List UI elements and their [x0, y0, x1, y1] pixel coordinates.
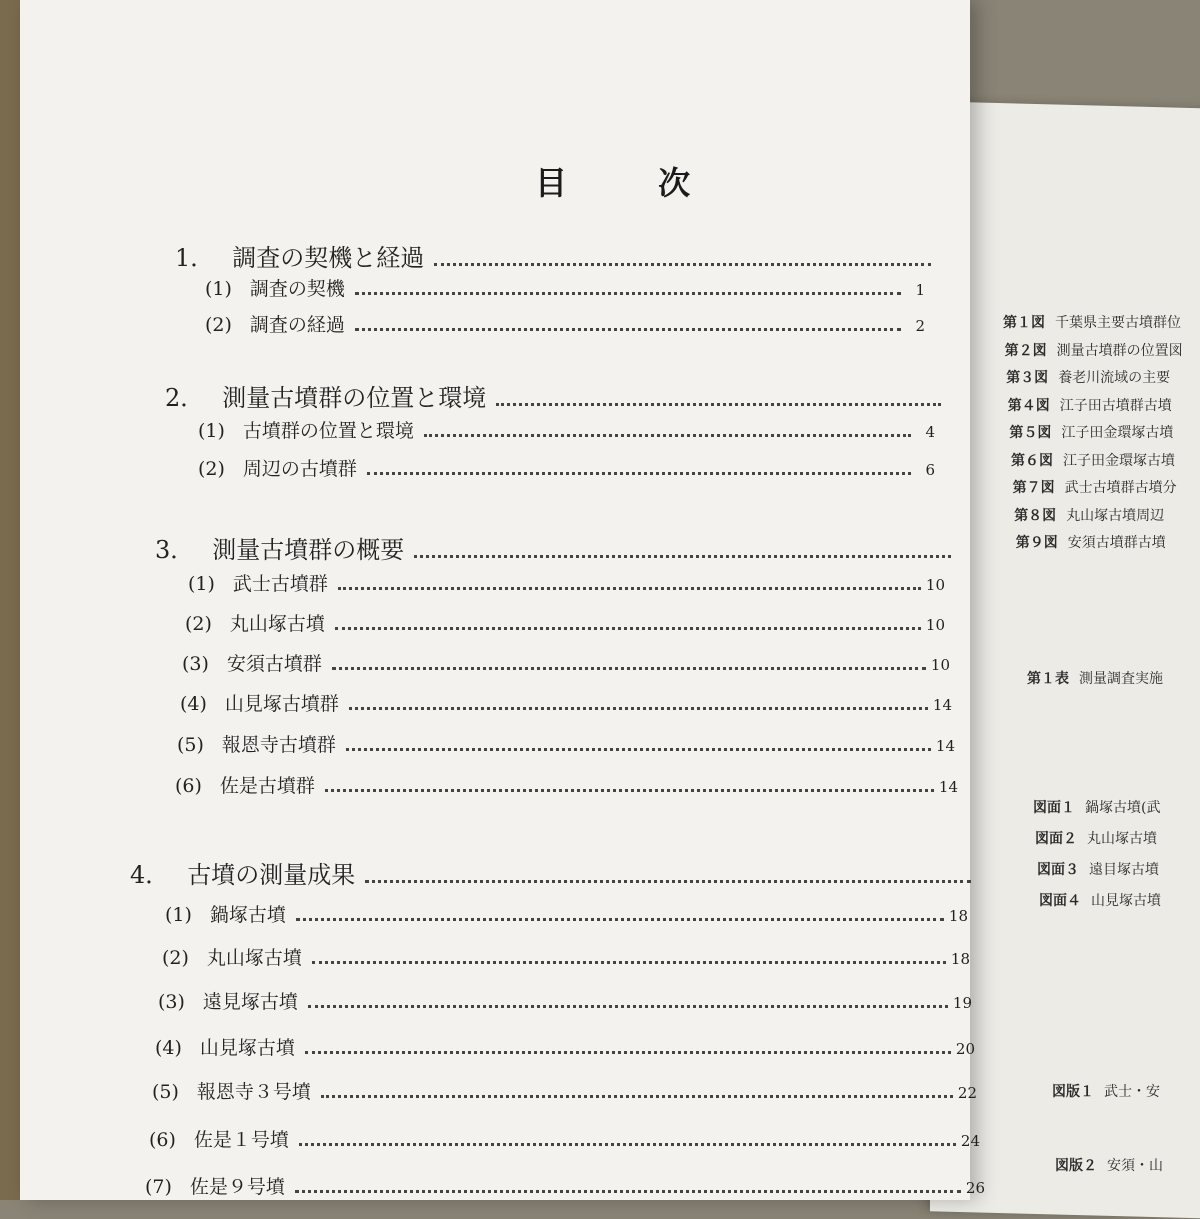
item-label: 第１図 — [1003, 315, 1045, 331]
item-label: 図面３ — [1037, 862, 1079, 878]
section-title: 調査の契機と経過 — [232, 244, 425, 272]
section-number: 1． — [175, 244, 215, 272]
page-number: 1 — [915, 281, 925, 299]
page-number: 26 — [965, 1179, 985, 1197]
left-page — [20, 0, 970, 1200]
item-label: 第８図 — [1014, 507, 1057, 524]
item-number: (2) — [198, 458, 225, 480]
toc-item — [162, 943, 970, 970]
leader-dots — [321, 1095, 953, 1098]
leader-dots — [496, 403, 941, 406]
right-list-item — [1037, 859, 1159, 879]
item-number: (3) — [182, 653, 209, 675]
page-number: 2 — [915, 317, 925, 335]
toc-section — [165, 378, 945, 413]
section-number: 2． — [165, 384, 205, 412]
item-title: 佐是古墳群 — [219, 775, 315, 797]
leader-dots — [296, 918, 944, 921]
item-label: 第５図 — [1009, 425, 1052, 441]
toc-item — [149, 1125, 980, 1152]
leader-dots — [335, 627, 921, 630]
toc-section — [130, 855, 975, 890]
item-number: (4) — [180, 693, 207, 715]
item-number: (5) — [152, 1081, 179, 1103]
right-list-item — [1009, 422, 1173, 442]
right-list-item — [1003, 312, 1181, 332]
leader-dots — [424, 434, 911, 437]
item-label: 図面４ — [1039, 893, 1081, 909]
leader-dots — [295, 1190, 961, 1193]
leader-dots — [349, 707, 928, 710]
leader-dots — [305, 1051, 951, 1054]
page-number: 4 — [925, 423, 935, 441]
toc-section — [175, 238, 935, 273]
item-number: (2) — [162, 947, 189, 969]
item-title: 武士古墳群 — [232, 573, 328, 595]
right-list-item — [1039, 890, 1161, 910]
item-label: 第２図 — [1004, 342, 1047, 359]
item-number: (6) — [149, 1129, 176, 1151]
page-number: 20 — [955, 1040, 975, 1058]
item-text: 武士古墳群古墳分 — [1064, 480, 1177, 496]
item-label: 図面１ — [1033, 800, 1075, 816]
right-list-item — [1013, 477, 1177, 497]
toc-item — [175, 771, 958, 798]
toc-item — [145, 1172, 985, 1199]
item-number: (1) — [165, 904, 192, 926]
page-number: 24 — [960, 1132, 980, 1150]
right-list-item — [1005, 340, 1183, 360]
item-number: (2) — [185, 613, 212, 635]
toc-title: 目 次 — [535, 164, 731, 202]
toc-item — [180, 689, 952, 716]
item-title: 安須古墳群 — [226, 653, 322, 675]
item-title: 調査の経過 — [249, 314, 345, 336]
toc-item — [205, 274, 925, 301]
section-title: 古墳の測量成果 — [187, 861, 356, 889]
toc-item — [152, 1077, 977, 1104]
leader-dots — [434, 263, 931, 266]
section-title: 測量古墳群の概要 — [212, 536, 405, 564]
toc-item — [177, 730, 955, 757]
item-text: 安須古墳群古墳 — [1067, 535, 1166, 551]
page-number: 18 — [948, 907, 968, 925]
item-number: (4) — [155, 1037, 182, 1059]
item-label: 第３図 — [1006, 370, 1049, 386]
leader-dots — [367, 472, 911, 475]
item-number: (5) — [177, 734, 204, 756]
toc-item — [205, 310, 925, 337]
toc-item — [198, 454, 935, 481]
section-title: 測量古墳群の位置と環境 — [222, 384, 487, 412]
right-list-item — [1016, 532, 1166, 552]
item-number: (1) — [198, 420, 225, 442]
page-number: 19 — [952, 994, 972, 1012]
item-title: 遠見塚古墳 — [202, 991, 298, 1013]
page-number: 14 — [932, 696, 952, 714]
right-list-item — [1006, 367, 1170, 387]
item-label: 第１表 — [1027, 671, 1069, 687]
item-title: 山見塚古墳群 — [224, 693, 339, 715]
item-label: 第７図 — [1012, 480, 1055, 496]
page-number: 6 — [925, 461, 935, 479]
item-text: 測量調査実施 — [1079, 671, 1163, 687]
item-title: 丸山塚古墳 — [206, 947, 302, 969]
item-text: 測量古墳群の位置図 — [1056, 342, 1183, 359]
leader-dots — [338, 587, 921, 590]
item-label: 第６図 — [1011, 452, 1053, 469]
item-label: 第４図 — [1007, 397, 1050, 414]
item-text: 安須・山 — [1107, 1158, 1163, 1174]
item-text: 鍋塚古墳(武 — [1085, 800, 1161, 816]
item-text: 江子田金環塚古墳 — [1063, 452, 1175, 469]
item-number: (2) — [205, 314, 232, 336]
leader-dots — [325, 789, 934, 792]
section-number: 3． — [155, 536, 195, 564]
leader-dots — [414, 555, 951, 558]
item-title: 佐是１号墳 — [193, 1129, 289, 1151]
right-list-item — [1052, 1081, 1160, 1101]
item-number: (1) — [205, 278, 232, 300]
leader-dots — [299, 1143, 956, 1146]
item-number: (6) — [175, 775, 202, 797]
toc-item — [155, 1033, 975, 1060]
item-text: 養老川流域の主要 — [1058, 370, 1171, 386]
leader-dots — [346, 748, 931, 751]
item-title: 調査の契機 — [249, 278, 345, 300]
toc-item — [158, 987, 972, 1014]
item-text: 千葉県主要古墳群位 — [1055, 315, 1181, 331]
page-number: 14 — [938, 778, 958, 796]
toc-item — [182, 649, 950, 676]
right-list-item — [1014, 505, 1164, 525]
item-text: 丸山塚古墳周辺 — [1066, 507, 1165, 524]
toc-item — [188, 569, 945, 596]
page-number: 10 — [925, 616, 945, 634]
leader-dots — [355, 328, 901, 331]
item-label: 図面２ — [1035, 831, 1077, 847]
page-number: 18 — [950, 950, 970, 968]
item-label: 第９図 — [1015, 535, 1058, 551]
right-list-item — [1008, 395, 1172, 415]
page-number: 22 — [957, 1084, 977, 1102]
item-title: 山見塚古墳 — [199, 1037, 295, 1059]
page-number: 10 — [930, 656, 950, 674]
item-text: 遠目塚古墳 — [1089, 862, 1159, 878]
page-number: 14 — [935, 737, 955, 755]
right-list-item — [1027, 668, 1163, 688]
section-number: 4． — [130, 861, 170, 889]
right-list-item — [1033, 797, 1160, 817]
right-list-item — [1011, 450, 1175, 470]
item-text: 江子田古墳群古墳 — [1059, 397, 1172, 414]
toc-section — [155, 530, 955, 565]
page-number: 10 — [925, 576, 945, 594]
item-number: (3) — [158, 991, 185, 1013]
item-title: 鍋塚古墳 — [209, 904, 286, 926]
toc-item — [185, 609, 945, 636]
item-text: 丸山塚古墳 — [1087, 831, 1157, 847]
item-number: (1) — [188, 573, 215, 595]
item-title: 古墳群の位置と環境 — [242, 420, 414, 442]
right-list-item — [1055, 1155, 1163, 1175]
item-title: 周辺の古墳群 — [242, 458, 357, 480]
item-text: 武士・安 — [1104, 1084, 1160, 1100]
item-title: 報恩寺古墳群 — [221, 734, 336, 756]
toc-item — [165, 900, 968, 927]
leader-dots — [365, 880, 971, 883]
toc-item — [198, 416, 935, 443]
leader-dots — [332, 667, 926, 670]
item-title: 佐是９号墳 — [189, 1176, 285, 1198]
item-number: (7) — [145, 1176, 172, 1198]
item-text: 江子田金環塚古墳 — [1061, 425, 1174, 441]
item-label: 図版２ — [1055, 1158, 1097, 1174]
item-text: 山見塚古墳 — [1091, 893, 1161, 909]
leader-dots — [312, 961, 946, 964]
item-label: 図版１ — [1052, 1084, 1094, 1100]
leader-dots — [308, 1005, 948, 1008]
right-list-item — [1035, 828, 1157, 848]
item-title: 丸山塚古墳 — [229, 613, 325, 635]
book-spine — [0, 0, 22, 1200]
item-title: 報恩寺３号墳 — [196, 1081, 311, 1103]
leader-dots — [355, 292, 901, 295]
